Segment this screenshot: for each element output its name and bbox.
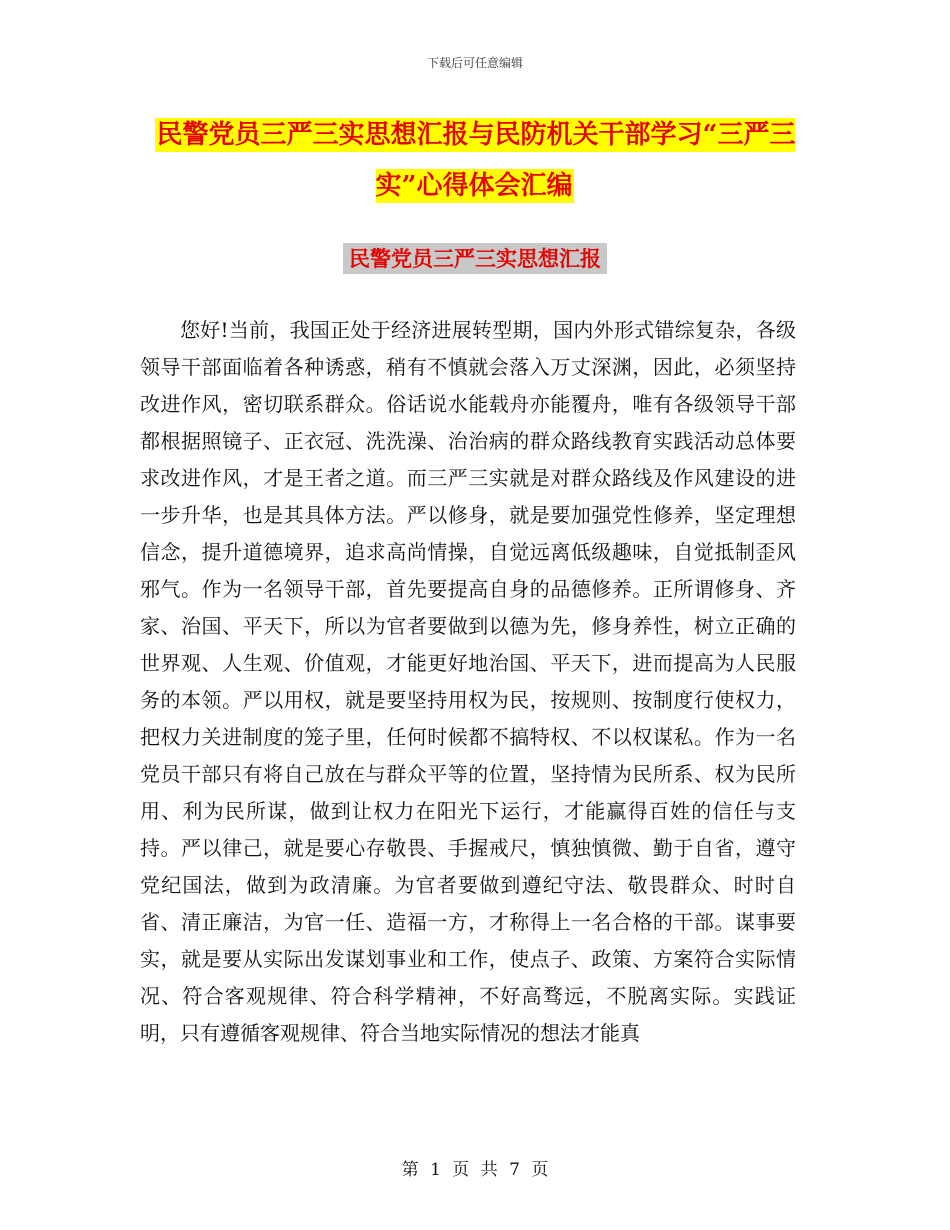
page-header-note: 下载后可任意编辑 (426, 56, 523, 70)
section-title-text: 民警党员三严三实思想汇报 (343, 243, 607, 274)
body-paragraph: 您好!当前，我国正处于经济进展转型期，国内外形式错综复杂，各级领导干部面临着各种诱惑，稍有不慎就会落入万丈深渊，因此，必须坚持改进作风，密切联系群众。俗话说水能载舟亦能覆舟，唯有各级领导干部都根据照镜子、正衣冠、洗洗澡、治治病的群众路线教育实践活动总体要求改进作风，才是王者之道。而三严三实就是对群众路线及作风建设的进一步升华，也是其具体方法。严以修身，就是要加强党性修养，坚定理想信念，提升道德境界，追求高尚情操，自觉远离低级趣味，自觉抵制歪风邪气。作为一名领导干部，首先要提高自身的品德修养。正所谓修身、齐家、治国、平天下，所以为官者要做到以德为先，修身养性，树立正确的世界观、人生观、价值观，才能更好地治国、平天下，进而提高为人民服务的本领。严以用权，就是要坚持用权为民，按规则、按制度行使权力，把权力关进制度的笼子里，任何时候都不搞特权、不以权谋私。作为一名党员干部只有将自己放在与群众平等的位置，坚持情为民所系、权为民所用、利为民所谋，做到让权力在阳光下运行，才能赢得百姓的信任与支持。严以律己，就是要心存敬畏、手握戒尺，慎独慎微、勤于自省，遵守党纪国法，做到为政清廉。为官者要做到遵纪守法、敬畏群众、时时自省、清正廉洁，为官一任、造福一方，才称得上一名合格的干部。谋事要实，就是要从实际出发谋划事业和工作，使点子、政策、方案符合实际情况、符合客观规律、符合科学精神，不好高骛远，不脱离实际。实践证明，只有遵循客观规律、符合当地实际情况的想法才能真 (140, 318, 796, 1045)
document-title (150, 110, 800, 212)
document-title-text: 民警党员三严三实思想汇报与民防机关干部学习“三严三实”心得体会汇编 (156, 120, 796, 201)
section-title (0, 243, 950, 273)
page-number: 第 1 页 共 7 页 (401, 1160, 549, 1180)
